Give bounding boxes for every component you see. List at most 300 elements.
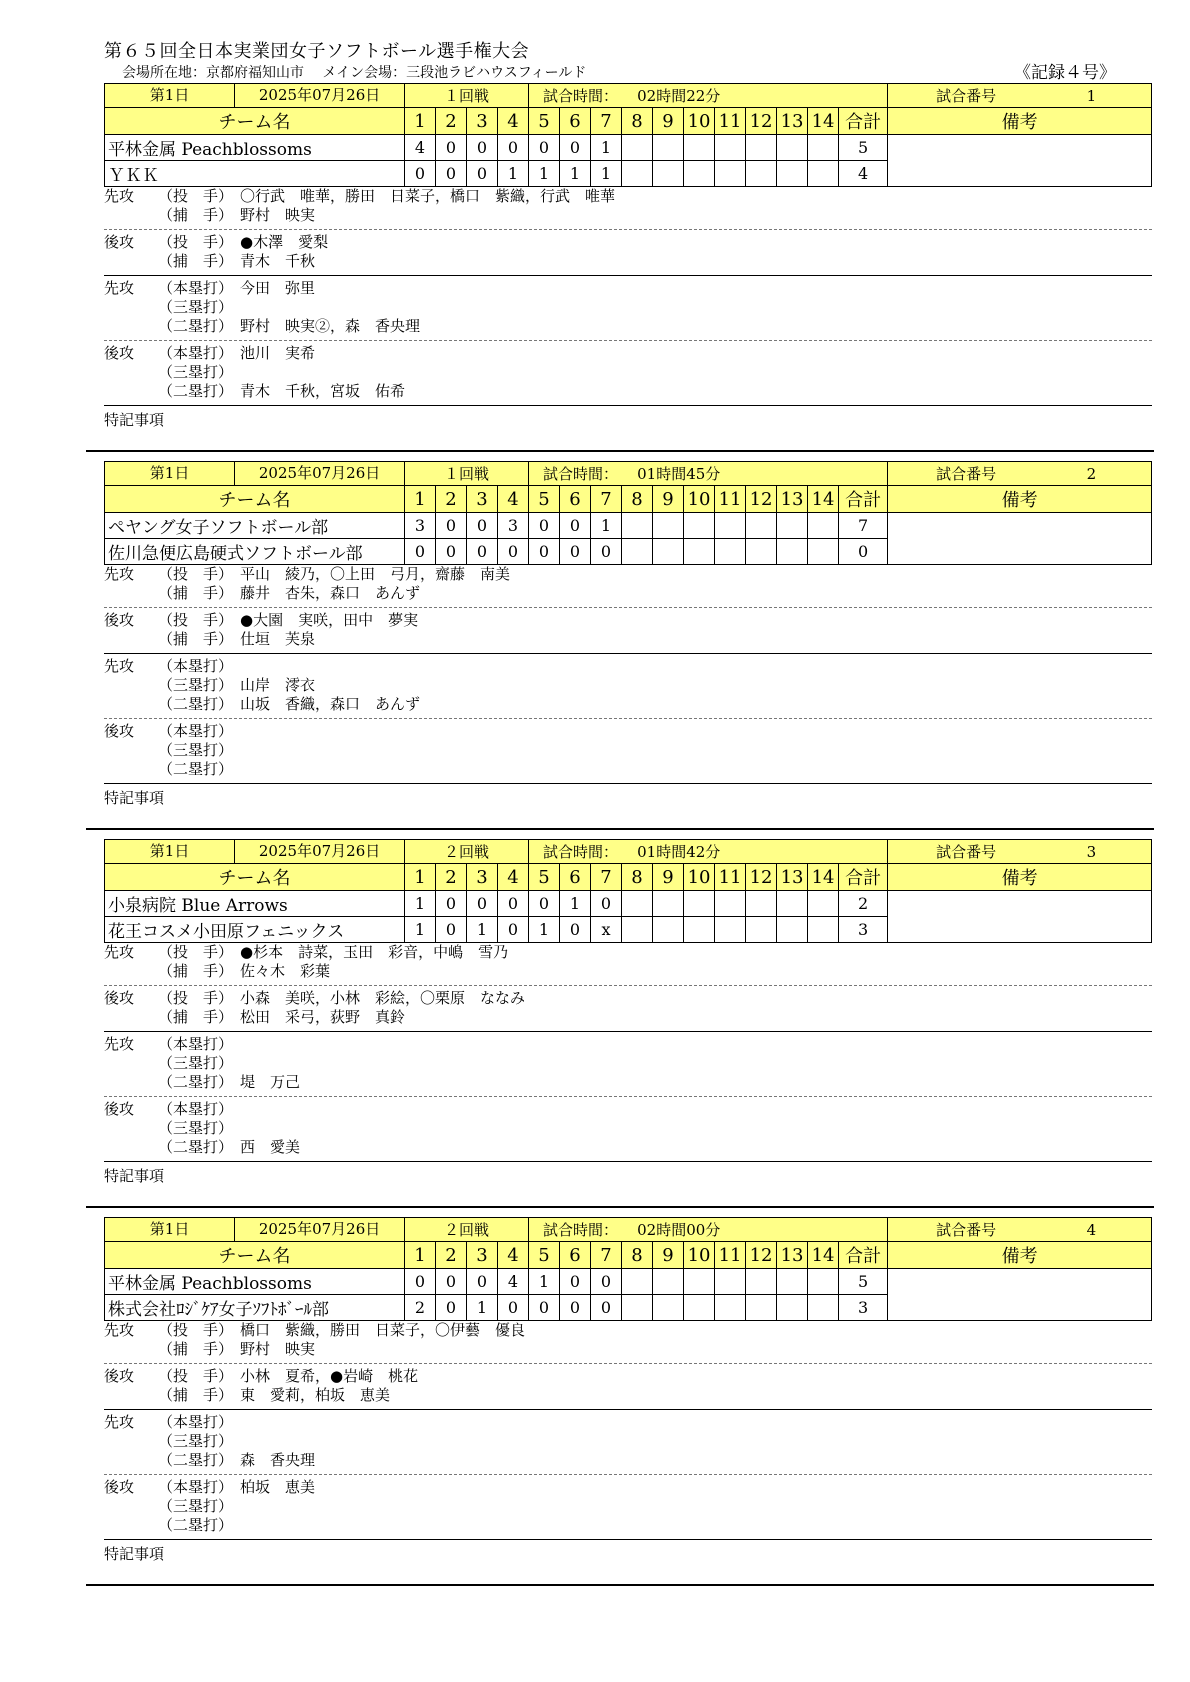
game-number-value: 1 [1086, 87, 1097, 105]
inning-header-7: 7 [591, 1242, 622, 1269]
inning-score [746, 1269, 777, 1295]
inning-score [808, 1269, 839, 1295]
inning-header-2: 2 [436, 486, 467, 513]
pitcher-label: （投 手） [158, 1321, 234, 1339]
second-pitchers: ●木澤 愛梨 [240, 233, 329, 251]
total-header: 合計 [839, 1242, 888, 1269]
inning-score: 1 [467, 1295, 498, 1321]
game-time-label: 試合時間： [543, 465, 619, 483]
second-home-runs: 柏坂 恵美 [240, 1478, 316, 1496]
hr-label: （本塁打） [158, 1035, 234, 1053]
inning-score [622, 161, 653, 187]
pitcher-label: （投 手） [158, 943, 234, 961]
inning-score [622, 1269, 653, 1295]
triple-label: （三塁打） [158, 1432, 234, 1450]
inning-score [777, 917, 808, 943]
inning-header-6: 6 [560, 108, 591, 135]
total-score: 3 [839, 1295, 888, 1321]
inning-score: 0 [467, 161, 498, 187]
double-label: （二塁打） [158, 1073, 234, 1091]
remarks-cell [888, 891, 1152, 943]
game-number-value: 2 [1086, 465, 1097, 483]
inning-score [684, 917, 715, 943]
first-catchers: 野村 映実 [240, 1340, 316, 1358]
game-number-label: 試合番号 [936, 87, 997, 105]
round-label: １回戦 [405, 462, 529, 486]
catcher-label: （捕 手） [158, 1008, 234, 1026]
inning-header-8: 8 [622, 864, 653, 891]
venue-info: 会場所在地：京都府福知山市 メイン会場：三段池ラビハウスフィールド [122, 65, 587, 81]
game-time-value: 02時間00分 [637, 1221, 721, 1239]
total-header: 合計 [839, 864, 888, 891]
second-catchers: 青木 千秋 [240, 252, 316, 270]
inning-score: 0 [436, 513, 467, 539]
page-title: 第６５回全日本実業団女子ソフトボール選手権大会 [104, 41, 530, 62]
game-time-label: 試合時間： [543, 1221, 619, 1239]
inning-score: 1 [498, 161, 529, 187]
inning-score: 0 [591, 1295, 622, 1321]
second-label: 後攻 [104, 989, 135, 1007]
inning-score: 0 [498, 917, 529, 943]
score-table [104, 461, 1152, 565]
first-doubles: 野村 映実②，森 香央理 [240, 317, 421, 335]
inning-score: 0 [436, 1269, 467, 1295]
record-number: 《記録４号》 [1014, 63, 1116, 83]
inning-header-12: 12 [746, 486, 777, 513]
day-date-cell [105, 462, 405, 486]
first-label: 先攻 [104, 187, 135, 205]
section-divider [104, 653, 1152, 654]
inning-score [715, 539, 746, 565]
inning-header-6: 6 [560, 864, 591, 891]
first-label: 先攻 [104, 1035, 135, 1053]
inning-score [653, 1295, 684, 1321]
team-name: 平林金属 Peachblossoms [105, 1269, 405, 1295]
inning-score [653, 1269, 684, 1295]
second-home-runs: 池川 実希 [240, 344, 316, 362]
inning-score [684, 1295, 715, 1321]
inning-score: 0 [405, 539, 436, 565]
triple-label: （三塁打） [158, 741, 234, 759]
team-name: ペヤング女子ソフトボール部 [105, 513, 405, 539]
inning-score [684, 1269, 715, 1295]
inning-score: 1 [591, 161, 622, 187]
dotted-divider [104, 1096, 1152, 1097]
total-header: 合計 [839, 108, 888, 135]
game-time-value: 01時間42分 [637, 843, 721, 861]
dotted-divider [104, 1363, 1152, 1364]
inning-header-3: 3 [467, 1242, 498, 1269]
round-label: ２回戦 [405, 840, 529, 864]
inning-score [808, 161, 839, 187]
inning-score: 1 [467, 917, 498, 943]
inning-header-9: 9 [653, 486, 684, 513]
inning-score [808, 539, 839, 565]
inning-score: 1 [405, 917, 436, 943]
inning-score [653, 891, 684, 917]
game-number-cell [888, 462, 1152, 486]
inning-score: 0 [591, 891, 622, 917]
game-number-label: 試合番号 [936, 465, 997, 483]
catcher-label: （捕 手） [158, 584, 234, 602]
catcher-label: （捕 手） [158, 1386, 234, 1404]
inning-score: 0 [529, 135, 560, 161]
inning-header-11: 11 [715, 1242, 746, 1269]
inning-score [808, 891, 839, 917]
inning-score: 1 [529, 161, 560, 187]
dotted-divider [104, 607, 1152, 608]
second-doubles: 西 愛美 [240, 1138, 301, 1156]
inning-score [746, 891, 777, 917]
total-score: 2 [839, 891, 888, 917]
team-name: 小泉病院 Blue Arrows [105, 891, 405, 917]
first-catchers: 野村 映実 [240, 206, 316, 224]
inning-score: 1 [591, 513, 622, 539]
inning-score: 4 [405, 135, 436, 161]
inning-header-10: 10 [684, 108, 715, 135]
first-pitchers: 〇行武 唯華，勝田 日菜子，橋口 紫織，行武 唯華 [240, 187, 616, 205]
remarks-cell [888, 1269, 1152, 1321]
double-label: （二塁打） [158, 695, 234, 713]
inning-header-4: 4 [498, 1242, 529, 1269]
pitcher-catcher-section [104, 565, 1152, 809]
team-name-header: チーム名 [105, 864, 405, 891]
inning-score [777, 513, 808, 539]
inning-score: 0 [436, 161, 467, 187]
inning-score: 0 [560, 539, 591, 565]
inning-score [715, 1295, 746, 1321]
inning-header-12: 12 [746, 864, 777, 891]
inning-score [715, 135, 746, 161]
first-doubles: 森 香央理 [240, 1451, 316, 1469]
inning-header-14: 14 [808, 108, 839, 135]
inning-score: 0 [560, 1295, 591, 1321]
inning-header-4: 4 [498, 864, 529, 891]
inning-header-3: 3 [467, 486, 498, 513]
first-pitchers: 平山 綾乃，〇上田 弓月，齋藤 南美 [240, 565, 511, 583]
second-label: 後攻 [104, 233, 135, 251]
inning-header-1: 1 [405, 1242, 436, 1269]
hr-label: （本塁打） [158, 657, 234, 675]
game-end-rule [86, 1206, 1154, 1208]
inning-score [653, 161, 684, 187]
inning-score: 1 [405, 891, 436, 917]
first-label: 先攻 [104, 1321, 135, 1339]
section-divider [104, 1409, 1152, 1410]
second-catchers: 松田 采弓，荻野 真鈴 [240, 1008, 406, 1026]
game-time-value: 02時間22分 [637, 87, 721, 105]
score-table [104, 1217, 1152, 1321]
team-row [105, 891, 1152, 917]
inning-score: 0 [436, 135, 467, 161]
first-doubles: 山坂 香織，森口 あんず [240, 695, 421, 713]
inning-header-8: 8 [622, 486, 653, 513]
inning-score: 0 [467, 1269, 498, 1295]
inning-score [746, 917, 777, 943]
inning-score: 0 [591, 539, 622, 565]
hr-label: （本塁打） [158, 279, 234, 297]
second-label: 後攻 [104, 1478, 135, 1496]
inning-header-11: 11 [715, 864, 746, 891]
total-score: 5 [839, 1269, 888, 1295]
inning-score [684, 891, 715, 917]
inning-score: 2 [405, 1295, 436, 1321]
inning-header-8: 8 [622, 1242, 653, 1269]
inning-header-13: 13 [777, 486, 808, 513]
day-date-cell [105, 840, 405, 864]
inning-score [684, 161, 715, 187]
catcher-label: （捕 手） [158, 206, 234, 224]
inning-score [808, 513, 839, 539]
second-catchers: 仕垣 芙泉 [240, 630, 316, 648]
catcher-label: （捕 手） [158, 962, 234, 980]
second-catchers: 東 愛莉，柏坂 恵美 [240, 1386, 391, 1404]
dotted-divider [104, 985, 1152, 986]
inning-header-14: 14 [808, 1242, 839, 1269]
inning-score: 0 [560, 917, 591, 943]
inning-score: 4 [498, 1269, 529, 1295]
pitcher-catcher-section [104, 1321, 1152, 1565]
inning-score [808, 917, 839, 943]
inning-score: 1 [560, 891, 591, 917]
inning-score [715, 161, 746, 187]
inning-score [746, 1295, 777, 1321]
inning-header-12: 12 [746, 1242, 777, 1269]
special-notes-label: 特記事項 [104, 1545, 165, 1563]
inning-header-13: 13 [777, 1242, 808, 1269]
team-row [105, 135, 1152, 161]
dotted-divider [104, 340, 1152, 341]
catcher-label: （捕 手） [158, 1340, 234, 1358]
inning-header-4: 4 [498, 108, 529, 135]
inning-score: 0 [529, 539, 560, 565]
inning-score [653, 513, 684, 539]
dotted-divider [104, 229, 1152, 230]
first-home-runs: 今田 弥里 [240, 279, 316, 297]
inning-header-13: 13 [777, 108, 808, 135]
pitcher-label: （投 手） [158, 1367, 234, 1385]
inning-header-12: 12 [746, 108, 777, 135]
remarks-header: 備考 [888, 1242, 1152, 1269]
inning-score: 1 [529, 1269, 560, 1295]
inning-score: 3 [498, 513, 529, 539]
inning-header-2: 2 [436, 864, 467, 891]
day-date-cell [105, 84, 405, 108]
inning-header-9: 9 [653, 864, 684, 891]
game-record-3 [104, 839, 1152, 1187]
second-label: 後攻 [104, 611, 135, 629]
inning-header-1: 1 [405, 108, 436, 135]
inning-score: 0 [498, 1295, 529, 1321]
inning-score [777, 1295, 808, 1321]
game-number-cell [888, 84, 1152, 108]
section-divider [104, 405, 1152, 406]
inning-score: 0 [498, 539, 529, 565]
team-name: 平林金属 Peachblossoms [105, 135, 405, 161]
inning-score [777, 539, 808, 565]
inning-header-14: 14 [808, 486, 839, 513]
special-notes-label: 特記事項 [104, 789, 165, 807]
dotted-divider [104, 1474, 1152, 1475]
remarks-cell [888, 135, 1152, 187]
second-label: 後攻 [104, 1367, 135, 1385]
double-label: （二塁打） [158, 317, 234, 335]
team-name: 花王コスメ小田原フェニックス [105, 917, 405, 943]
inning-header-7: 7 [591, 486, 622, 513]
inning-score [746, 161, 777, 187]
day-label: 第1日 [105, 84, 235, 107]
hr-label: （本塁打） [158, 344, 234, 362]
first-label: 先攻 [104, 943, 135, 961]
double-label: （二塁打） [158, 760, 234, 778]
inning-score [777, 1269, 808, 1295]
triple-label: （三塁打） [158, 1119, 234, 1137]
team-name-header: チーム名 [105, 486, 405, 513]
inning-score: 0 [498, 891, 529, 917]
special-notes-label: 特記事項 [104, 1167, 165, 1185]
catcher-label: （捕 手） [158, 252, 234, 270]
team-name-header: チーム名 [105, 108, 405, 135]
inning-score [653, 135, 684, 161]
inning-header-5: 5 [529, 486, 560, 513]
total-score: 3 [839, 917, 888, 943]
triple-label: （三塁打） [158, 363, 234, 381]
inning-score [746, 513, 777, 539]
inning-score [715, 891, 746, 917]
second-label: 後攻 [104, 344, 135, 362]
first-catchers: 佐々木 彩葉 [240, 962, 331, 980]
inning-score: 0 [436, 1295, 467, 1321]
second-pitchers: 小林 夏希，●岩崎 桃花 [240, 1367, 419, 1385]
game-end-rule [86, 450, 1154, 452]
inning-score [777, 891, 808, 917]
catcher-label: （捕 手） [158, 630, 234, 648]
triple-label: （三塁打） [158, 298, 234, 316]
inning-header-11: 11 [715, 486, 746, 513]
inning-score [684, 135, 715, 161]
inning-header-9: 9 [653, 1242, 684, 1269]
inning-header-7: 7 [591, 108, 622, 135]
game-time-label: 試合時間： [543, 843, 619, 861]
game-end-rule [86, 828, 1154, 830]
inning-score: 0 [529, 513, 560, 539]
total-score: 4 [839, 161, 888, 187]
game-record-1 [104, 83, 1152, 431]
remarks-header: 備考 [888, 864, 1152, 891]
inning-score [715, 513, 746, 539]
game-time-value: 01時間45分 [637, 465, 721, 483]
inning-score: 0 [529, 1295, 560, 1321]
round-label: １回戦 [405, 84, 529, 108]
inning-score: 0 [560, 513, 591, 539]
game-number-value: 3 [1086, 843, 1097, 861]
first-label: 先攻 [104, 657, 135, 675]
inning-header-6: 6 [560, 1242, 591, 1269]
triple-label: （三塁打） [158, 1497, 234, 1515]
game-number-label: 試合番号 [936, 843, 997, 861]
first-catchers: 藤井 杏朱，森口 あんず [240, 584, 421, 602]
game-time-cell [529, 1218, 888, 1242]
double-label: （二塁打） [158, 1138, 234, 1156]
inning-score [622, 135, 653, 161]
date-label: 2025年07月26日 [258, 842, 381, 860]
inning-header-6: 6 [560, 486, 591, 513]
double-label: （二塁打） [158, 382, 234, 400]
inning-header-10: 10 [684, 1242, 715, 1269]
inning-score [622, 539, 653, 565]
inning-header-5: 5 [529, 864, 560, 891]
inning-header-11: 11 [715, 108, 746, 135]
inning-header-10: 10 [684, 486, 715, 513]
inning-score: 1 [560, 161, 591, 187]
second-pitchers: ●大園 実咲，田中 夢実 [240, 611, 419, 629]
team-name: 佐川急便広島硬式ソフトボール部 [105, 539, 405, 565]
inning-header-1: 1 [405, 486, 436, 513]
hr-label: （本塁打） [158, 1100, 234, 1118]
inning-score: 0 [405, 1269, 436, 1295]
inning-score [746, 135, 777, 161]
pitcher-label: （投 手） [158, 565, 234, 583]
inning-score: 0 [560, 135, 591, 161]
first-label: 先攻 [104, 279, 135, 297]
game-number-cell [888, 840, 1152, 864]
team-name: ＹＫＫ [105, 161, 405, 187]
first-label: 先攻 [104, 565, 135, 583]
remarks-header: 備考 [888, 486, 1152, 513]
section-divider [104, 1539, 1152, 1540]
inning-score [808, 1295, 839, 1321]
second-label: 後攻 [104, 722, 135, 740]
double-label: （二塁打） [158, 1451, 234, 1469]
total-score: 5 [839, 135, 888, 161]
date-label: 2025年07月26日 [258, 1220, 381, 1238]
pitcher-label: （投 手） [158, 187, 234, 205]
inning-score: 0 [467, 513, 498, 539]
inning-score [684, 539, 715, 565]
inning-header-5: 5 [529, 108, 560, 135]
inning-score: 0 [436, 891, 467, 917]
round-label: ２回戦 [405, 1218, 529, 1242]
pitcher-catcher-section [104, 943, 1152, 1187]
inning-score: 0 [529, 891, 560, 917]
team-row [105, 1269, 1152, 1295]
inning-score [684, 513, 715, 539]
total-score: 7 [839, 513, 888, 539]
first-doubles: 堤 万己 [240, 1073, 301, 1091]
inning-score [777, 135, 808, 161]
inning-header-9: 9 [653, 108, 684, 135]
inning-header-7: 7 [591, 864, 622, 891]
inning-score: 0 [591, 1269, 622, 1295]
inning-header-4: 4 [498, 486, 529, 513]
inning-header-3: 3 [467, 864, 498, 891]
inning-score [715, 917, 746, 943]
special-notes-label: 特記事項 [104, 411, 165, 429]
inning-header-5: 5 [529, 1242, 560, 1269]
total-header: 合計 [839, 486, 888, 513]
pitcher-catcher-section [104, 187, 1152, 431]
section-divider [104, 1161, 1152, 1162]
inning-score [653, 917, 684, 943]
team-name: 株式会社ﾛｼﾞｹｱ女子ｿﾌﾄﾎﾞｰﾙ部 [105, 1295, 405, 1321]
remarks-cell [888, 513, 1152, 565]
hr-label: （本塁打） [158, 722, 234, 740]
dotted-divider [104, 718, 1152, 719]
inning-score [622, 1295, 653, 1321]
game-number-value: 4 [1086, 1221, 1097, 1239]
inning-score: 1 [529, 917, 560, 943]
game-number-label: 試合番号 [936, 1221, 997, 1239]
